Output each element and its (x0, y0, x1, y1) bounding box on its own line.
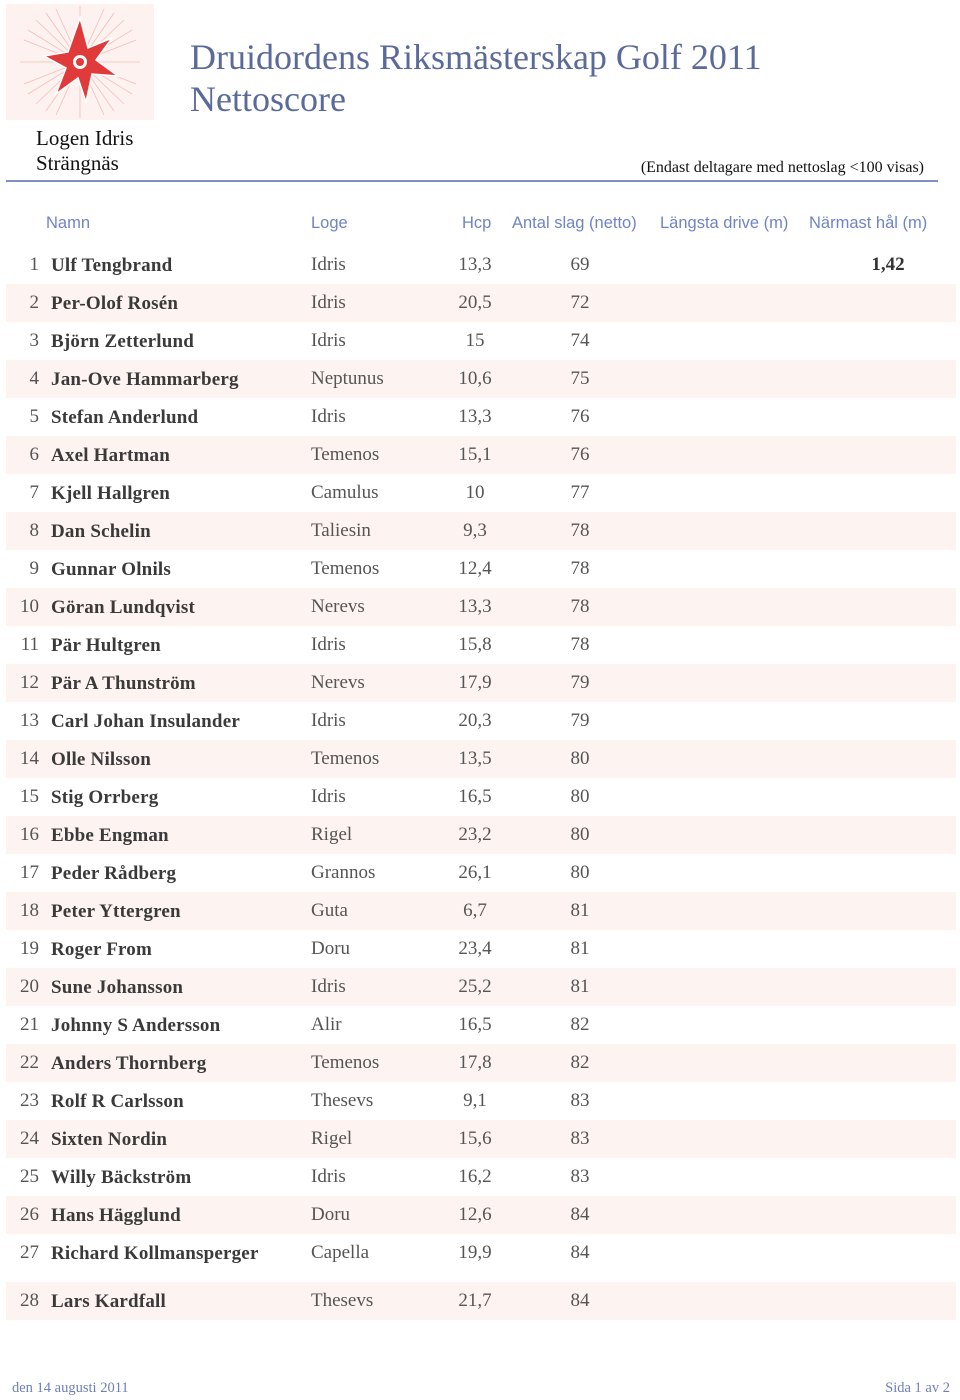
cell-nearest: 1,42 (871, 254, 905, 275)
cell-strokes: 81 (570, 900, 590, 921)
cell-name: Ulf Tengbrand (51, 255, 173, 276)
table-row (6, 854, 956, 892)
cell-hcp: 25,2 (458, 976, 492, 997)
cell-strokes: 78 (570, 558, 590, 579)
cell-rank: 20 (20, 976, 39, 997)
cell-loge: Idris (311, 406, 346, 427)
table-row (6, 474, 956, 512)
cell-name: Dan Schelin (51, 521, 151, 542)
cell-strokes: 83 (570, 1166, 590, 1187)
cell-rank: 22 (20, 1052, 39, 1073)
table-row (6, 284, 956, 322)
cell-rank: 4 (29, 368, 39, 389)
cell-hcp: 16,5 (458, 1014, 492, 1035)
cell-rank: 14 (20, 748, 39, 769)
footer-date: den 14 augusti 2011 (12, 1380, 129, 1396)
table-row (6, 664, 956, 702)
table-row (6, 892, 956, 930)
cell-name: Stig Orrberg (51, 787, 159, 808)
cell-rank: 24 (20, 1128, 39, 1149)
cell-strokes: 78 (570, 634, 590, 655)
cell-rank: 2 (29, 292, 39, 313)
cell-hcp: 26,1 (458, 862, 492, 883)
cell-name: Axel Hartman (51, 445, 171, 466)
filter-note: (Endast deltagare med nettoslag <100 visas) (640, 159, 924, 176)
table-row (6, 1082, 956, 1120)
cell-rank: 18 (20, 900, 39, 921)
column-header-drive: Längsta drive (m) (660, 214, 789, 232)
cell-loge: Temenos (311, 748, 380, 769)
cell-name: Göran Lundqvist (51, 597, 195, 618)
cell-name: Carl Johan Insulander (51, 711, 240, 732)
cell-strokes: 76 (570, 406, 590, 427)
cell-hcp: 13,3 (458, 406, 492, 427)
cell-hcp: 13,3 (458, 596, 492, 617)
cell-strokes: 80 (570, 824, 590, 845)
cell-name: Ebbe Engman (51, 825, 169, 846)
page-title (190, 36, 762, 120)
table-header (0, 214, 960, 236)
cell-loge: Taliesin (311, 520, 371, 541)
table-row (6, 1158, 956, 1196)
cell-strokes: 84 (570, 1290, 590, 1311)
title-line-1: Druidordens Riksmästerskap Golf 2011 (190, 37, 762, 77)
cell-rank: 5 (29, 406, 39, 427)
cell-loge: Camulus (311, 482, 379, 503)
cell-strokes: 80 (570, 862, 590, 883)
cell-strokes: 80 (570, 748, 590, 769)
cell-name: Peter Yttergren (51, 901, 181, 922)
cell-hcp: 9,3 (463, 520, 487, 541)
cell-loge: Doru (311, 1204, 351, 1225)
table-row (6, 398, 956, 436)
lodge-name (36, 126, 133, 176)
cell-hcp: 15,6 (458, 1128, 492, 1149)
cell-loge: Doru (311, 938, 351, 959)
cell-name: Rolf R Carlsson (51, 1091, 184, 1112)
cell-rank: 26 (20, 1204, 39, 1225)
cell-strokes: 81 (570, 976, 590, 997)
cell-hcp: 12,4 (458, 558, 492, 579)
cell-name: Lars Kardfall (51, 1291, 167, 1312)
table-row (6, 512, 956, 550)
cell-loge: Idris (311, 786, 346, 807)
cell-name: Stefan Anderlund (51, 407, 199, 428)
table-row (6, 436, 956, 474)
cell-strokes: 82 (570, 1014, 590, 1035)
cell-rank: 10 (20, 596, 39, 617)
cell-loge: Temenos (311, 558, 380, 579)
cell-loge: Thesevs (311, 1290, 374, 1311)
table-row (6, 360, 956, 398)
cell-name: Roger From (51, 939, 153, 960)
cell-name: Gunnar Olnils (51, 559, 171, 580)
table-row (6, 778, 956, 816)
cell-loge: Temenos (311, 1052, 380, 1073)
title-line-2: Nettoscore (190, 79, 346, 119)
cell-rank: 16 (20, 824, 39, 845)
footer-page-number: Sida 1 av 2 (885, 1380, 950, 1396)
table-row (6, 1234, 956, 1282)
cell-strokes: 78 (570, 596, 590, 617)
table-row (6, 702, 956, 740)
cell-strokes: 77 (570, 482, 590, 503)
cell-hcp: 19,9 (458, 1242, 492, 1263)
cell-name: Anders Thornberg (51, 1053, 207, 1074)
table-row (6, 588, 956, 626)
cell-hcp: 17,9 (458, 672, 492, 693)
cell-loge: Nerevs (311, 672, 365, 693)
cell-name: Pär A Thunström (51, 673, 196, 694)
table-row (6, 1044, 956, 1082)
table-row (6, 1196, 956, 1234)
results-table (6, 246, 956, 1320)
cell-strokes: 82 (570, 1052, 590, 1073)
cell-strokes: 81 (570, 938, 590, 959)
table-row (6, 246, 956, 284)
cell-hcp: 20,3 (458, 710, 492, 731)
cell-hcp: 13,3 (458, 254, 492, 275)
cell-strokes: 75 (570, 368, 590, 389)
cell-strokes: 69 (570, 254, 590, 275)
cell-hcp: 20,5 (458, 292, 492, 313)
cell-hcp: 6,7 (463, 900, 487, 921)
cell-strokes: 79 (570, 710, 590, 731)
cell-name: Olle Nilsson (51, 749, 152, 770)
cell-name: Jan-Ove Hammarberg (51, 369, 239, 390)
cell-loge: Idris (311, 976, 346, 997)
cell-hcp: 10,6 (458, 368, 492, 389)
cell-name: Sixten Nordin (51, 1129, 168, 1150)
cell-hcp: 13,5 (458, 748, 492, 769)
cell-hcp: 17,8 (458, 1052, 492, 1073)
table-row (6, 930, 956, 968)
cell-name: Pär Hultgren (51, 635, 161, 656)
column-header-hcp: Hcp (462, 214, 492, 232)
table-row (6, 1120, 956, 1158)
cell-hcp: 15 (465, 330, 485, 351)
column-header-loge: Loge (311, 214, 348, 232)
cell-rank: 11 (20, 634, 39, 655)
star-logo-icon (6, 4, 154, 120)
cell-loge: Temenos (311, 444, 380, 465)
cell-loge: Alir (311, 1014, 342, 1035)
cell-name: Hans Hägglund (51, 1205, 181, 1226)
cell-name: Sune Johansson (51, 977, 184, 998)
cell-name: Björn Zetterlund (51, 331, 195, 352)
table-row (6, 1006, 956, 1044)
cell-rank: 25 (20, 1166, 39, 1187)
cell-loge: Idris (311, 292, 346, 313)
lodge-line-2: Strängnäs (36, 151, 119, 175)
column-header-nearest: Närmast hål (m) (809, 214, 928, 232)
cell-strokes: 74 (570, 330, 590, 351)
cell-loge: Rigel (311, 1128, 353, 1149)
cell-rank: 15 (20, 786, 39, 807)
cell-strokes: 79 (570, 672, 590, 693)
cell-hcp: 10 (465, 482, 485, 503)
cell-hcp: 12,6 (458, 1204, 492, 1225)
cell-loge: Idris (311, 710, 346, 731)
cell-rank: 9 (29, 558, 39, 579)
cell-loge: Rigel (311, 824, 353, 845)
cell-hcp: 23,2 (458, 824, 492, 845)
cell-strokes: 76 (570, 444, 590, 465)
table-row (6, 322, 956, 360)
cell-strokes: 78 (570, 520, 590, 541)
cell-loge: Capella (311, 1242, 370, 1263)
cell-loge: Idris (311, 634, 346, 655)
cell-rank: 17 (20, 862, 39, 883)
column-header-strokes: Antal slag (netto) (512, 214, 637, 232)
cell-loge: Idris (311, 1166, 346, 1187)
cell-name: Peder Rådberg (51, 863, 177, 884)
table-row (6, 1282, 956, 1320)
cell-hcp: 9,1 (463, 1090, 487, 1111)
cell-strokes: 84 (570, 1204, 590, 1225)
table-row (6, 816, 956, 854)
header-divider (6, 180, 938, 182)
cell-loge: Guta (311, 900, 348, 921)
cell-loge: Idris (311, 330, 346, 351)
cell-rank: 6 (29, 444, 39, 465)
cell-strokes: 83 (570, 1128, 590, 1149)
cell-hcp: 23,4 (458, 938, 492, 959)
cell-strokes: 72 (570, 292, 590, 313)
table-row (6, 968, 956, 1006)
cell-hcp: 15,8 (458, 634, 492, 655)
cell-rank: 27 (20, 1242, 39, 1263)
lodge-logo (6, 4, 154, 120)
cell-name: Johnny S Andersson (51, 1015, 221, 1036)
page-footer (0, 1380, 960, 1396)
table-row (6, 626, 956, 664)
column-header-name: Namn (46, 214, 91, 232)
cell-rank: 8 (29, 520, 39, 541)
cell-rank: 1 (29, 254, 39, 275)
cell-hcp: 21,7 (458, 1290, 492, 1311)
cell-rank: 28 (20, 1290, 39, 1311)
lodge-line-1: Logen Idris (36, 126, 134, 150)
cell-rank: 13 (20, 710, 39, 731)
cell-name: Kjell Hallgren (51, 483, 171, 504)
cell-name: Per-Olof Rosén (51, 293, 179, 314)
cell-loge: Grannos (311, 862, 376, 883)
cell-loge: Nerevs (311, 596, 365, 617)
cell-rank: 23 (20, 1090, 39, 1111)
cell-strokes: 84 (570, 1242, 590, 1263)
cell-rank: 12 (20, 672, 39, 693)
cell-rank: 7 (29, 482, 39, 503)
cell-rank: 21 (20, 1014, 39, 1035)
cell-loge: Neptunus (311, 368, 384, 389)
cell-rank: 3 (29, 330, 39, 351)
cell-strokes: 80 (570, 786, 590, 807)
cell-hcp: 15,1 (458, 444, 492, 465)
cell-strokes: 83 (570, 1090, 590, 1111)
cell-hcp: 16,5 (458, 786, 492, 807)
cell-rank: 19 (20, 938, 39, 959)
cell-name: Richard Kollmansperger (51, 1243, 259, 1264)
cell-hcp: 16,2 (458, 1166, 492, 1187)
table-row (6, 550, 956, 588)
table-row (6, 740, 956, 778)
cell-name: Willy Bäckström (51, 1167, 192, 1188)
cell-loge: Idris (311, 254, 346, 275)
cell-loge: Thesevs (311, 1090, 374, 1111)
